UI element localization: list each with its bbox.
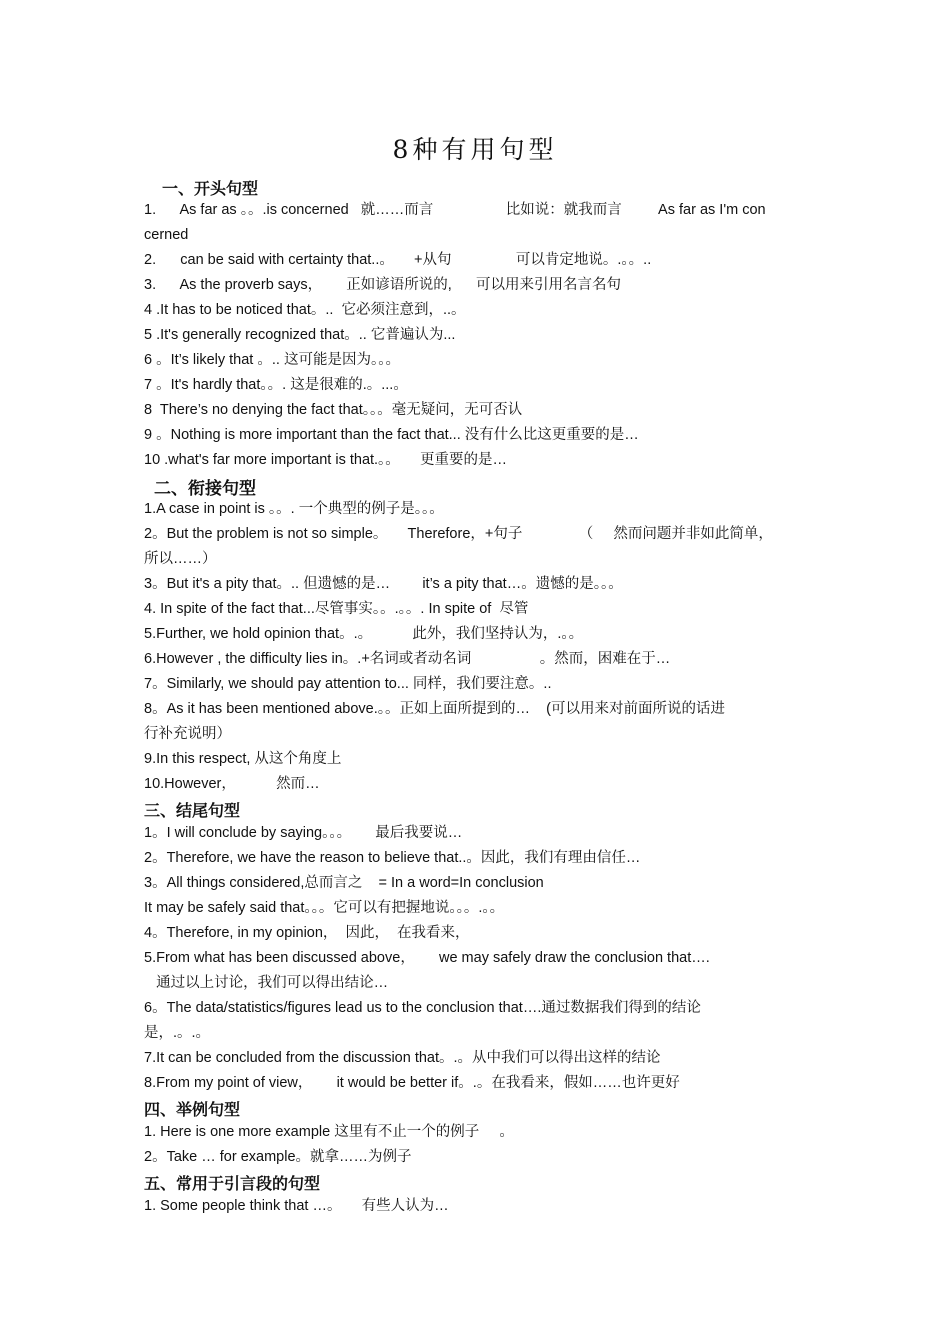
sentence-line: 2. can be said with certainty that..。 +从句 可以肯定地说。.。。.. [144,252,652,268]
sentence-line: 2。Take … for example。就拿……为例子 [144,1149,412,1165]
sentence-line: 9.In this respect, 从这个角度上 [144,751,342,767]
sentence-line: 8 There’s no denying the fact that。。。毫无疑问，无可否认 [144,402,523,418]
sentence-line: 1.A case in point is 。。. 一个典型的例子是。。。 [144,501,444,517]
sentence-line: 5.Further, we hold opinion that。.。 此外，我们坚持认为，.。。 [144,626,584,642]
sentence-line: 7.It can be concluded from the discussion that。.。从中我们可以得出这样的结论 [144,1050,661,1066]
sentence-line: 3。All things considered,总而言之 = In a word=In conclusion [144,875,544,891]
section-heading-conclusion: 三、结尾句型 [144,801,241,820]
sentence-line: 3. As the proverb says， 正如谚语所说的, 可以用来引用名言名句 [144,277,621,293]
sentence-line: 是，.。.。 [144,1025,211,1041]
sentence-line: 5.From what has been discussed above， we may safely draw the conclusion that…. [144,950,710,966]
sentence-line: 1. Some people think that …。 有些人认为… [144,1198,449,1214]
section-heading-examples: 四、举例句型 [144,1100,241,1119]
sentence-line: 通过以上讨论，我们可以得出结论… [144,975,389,991]
section-heading-opening: 一、开头句型 [162,179,259,198]
sentence-line: 1. As far as 。。.is concerned 就……而言 比如说：就我而言 As far as I'm con [144,202,766,218]
sentence-line: 6 。It’s likely that 。.. 这可能是因为。。。 [144,352,400,368]
sentence-line: 8.From my point of view， it would be better if。.。在我看来，假如……也许更好 [144,1075,680,1091]
section-heading-transition: 二、衔接句型 [154,479,256,499]
sentence-line: It may be safely said that。。。它可以有把握地说。。。.。。 [144,900,505,916]
sentence-line: 所以……） [144,551,217,567]
sentence-line: 1。I will conclude by saying。。。 最后我要说… [144,825,463,841]
sentence-line: 2。But the problem is not so simple。 Therefore，+句子 （ 然而问题并非如此简单， [144,526,773,542]
sentence-line: 5 .It's generally recognized that。.. 它普遍认为... [144,327,456,343]
section-heading-introduction: 五、常用于引言段的句型 [144,1174,321,1193]
sentence-line: 9 。Nothing is more important than the fact that... 没有什么比这更重要的是… [144,427,639,443]
sentence-line: 10 .what's far more important is that.。。 更重要的是… [144,452,507,468]
sentence-line: 3。But it's a pity that。.. 但遗憾的是… it’s a pity that…。遗憾的是。。。 [144,576,623,592]
sentence-line: 2。Therefore, we have the reason to believe that..。因此，我们有理由信任… [144,850,641,866]
sentence-line: cerned [144,227,189,243]
sentence-line: 7 。It's hardly that。。. 这是很难的.。...。 [144,377,408,393]
sentence-line: 4. In spite of the fact that...尽管事实。。.。。. In spite of 尽管 [144,601,529,617]
sentence-line: 8。As it has been mentioned above.。。正如上面所提到的… (可以用来对前面所说的话进 [144,701,725,717]
sentence-line: 4 .It has to be noticed that。.. 它必须注意到，..。 [144,302,466,318]
sentence-line: 行补充说明） [144,726,231,742]
sentence-line: 6。The data/statistics/figures lead us to the conclusion that….通过数据我们得到的结论 [144,1000,701,1016]
sentence-line: 6.However , the difficulty lies in。.+名词或者动名词 。然而，困难在于… [144,651,671,667]
page-title: 8种有用句型 [392,135,558,164]
sentence-line: 1. Here is one more example 这里有不止一个的例子 。 [144,1124,514,1140]
sentence-line: 4。Therefore, in my opinion， 因此， 在我看来， [144,925,470,941]
sentence-line: 7。Similarly, we should pay attention to... 同样，我们要注意。.. [144,676,552,692]
sentence-line: 10.However， 然而… [144,776,320,792]
